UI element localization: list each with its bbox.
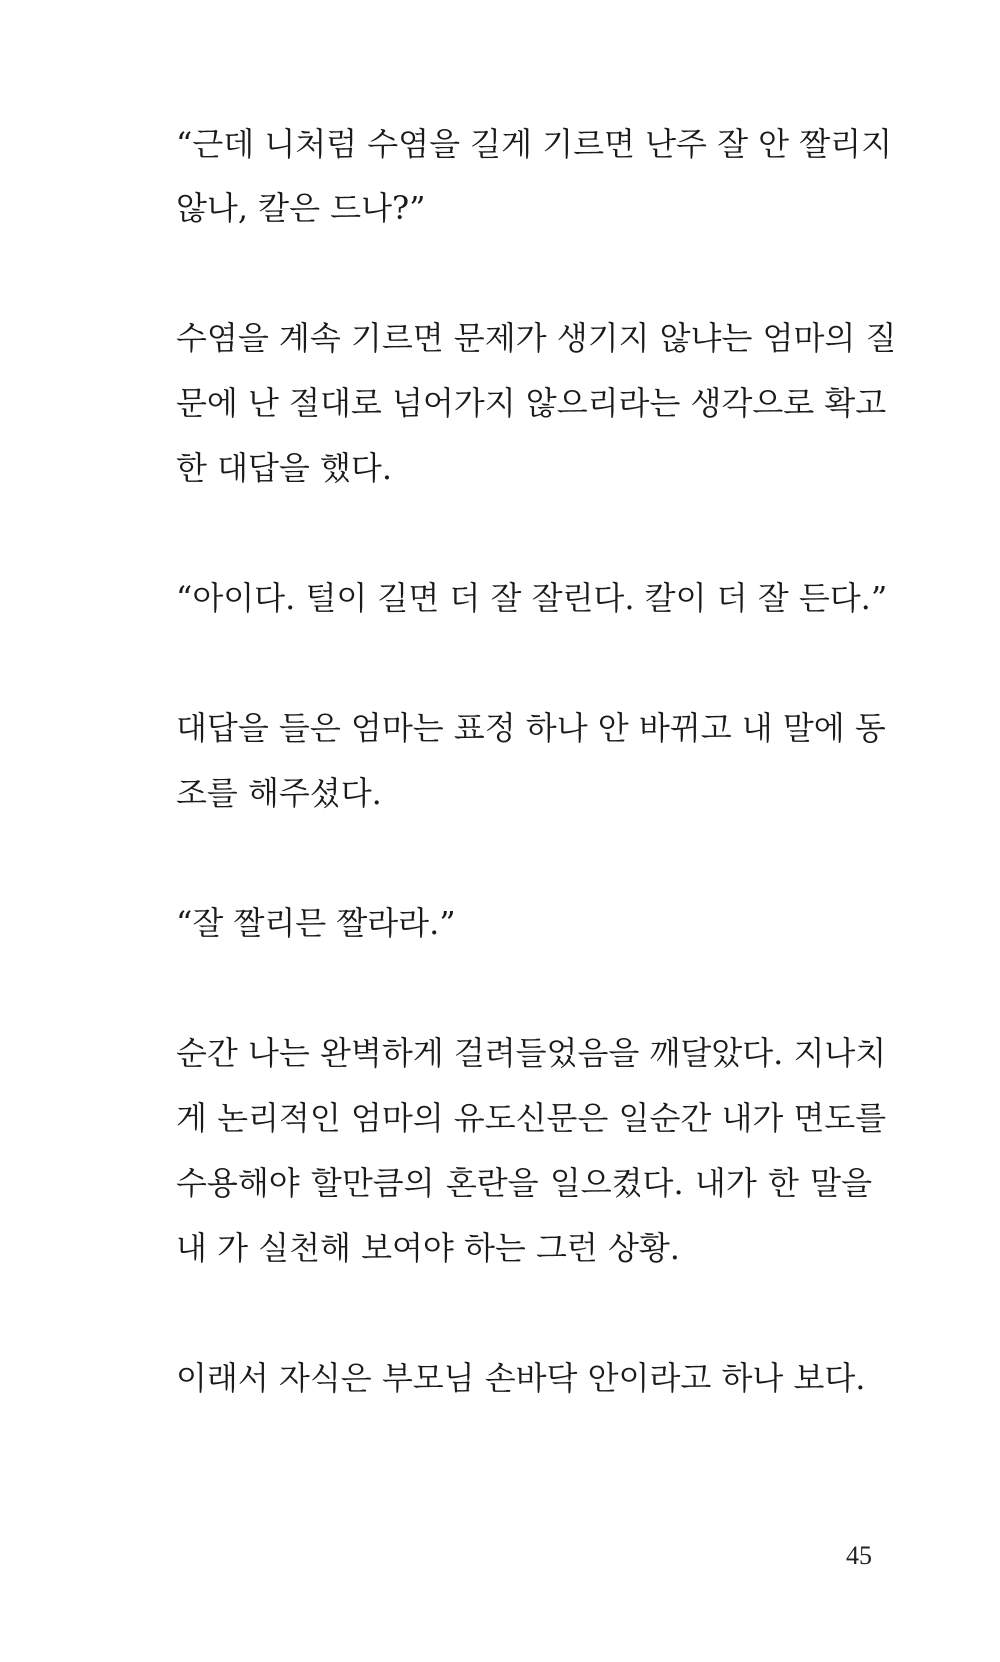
text-line: 수용해야 할만큼의 혼란을 일으켰다. 내가 한 말을 [176, 1164, 872, 1202]
text-line: 대답을 들은 엄마는 표정 하나 안 바뀌고 내 말에 동 [176, 709, 886, 747]
page-number: 45 [846, 1541, 872, 1570]
text-line: 조를 해주셨다. [176, 774, 382, 812]
text-line: 한 대답을 했다. [176, 449, 392, 487]
text-line: “아이다. 털이 길면 더 잘 잘린다. 칼이 더 잘 든다.” [176, 579, 888, 617]
text-line: 않나, 칼은 드나?” [176, 189, 426, 227]
text-line: 문에 난 절대로 넘어가지 않으리라는 생각으로 확고 [176, 384, 887, 422]
text-line: 내 가 실천해 보여야 하는 그런 상황. [176, 1229, 680, 1267]
text-line: 수염을 계속 기르면 문제가 생기지 않냐는 엄마의 질 [176, 319, 897, 357]
text-line: “잘 짤리믄 짤라라.” [176, 904, 456, 942]
text-line: 게 논리적인 엄마의 유도신문은 일순간 내가 면도를 [176, 1099, 887, 1137]
text-line: 이래서 자식은 부모님 손바닥 안이라고 하나 보다. [176, 1359, 866, 1397]
text-line: “근데 니처럼 수염을 길게 기르면 난주 잘 안 짤리지 [176, 125, 892, 163]
text-line: 순간 나는 완벽하게 걸려들었음을 깨달았다. 지나치 [176, 1034, 887, 1072]
